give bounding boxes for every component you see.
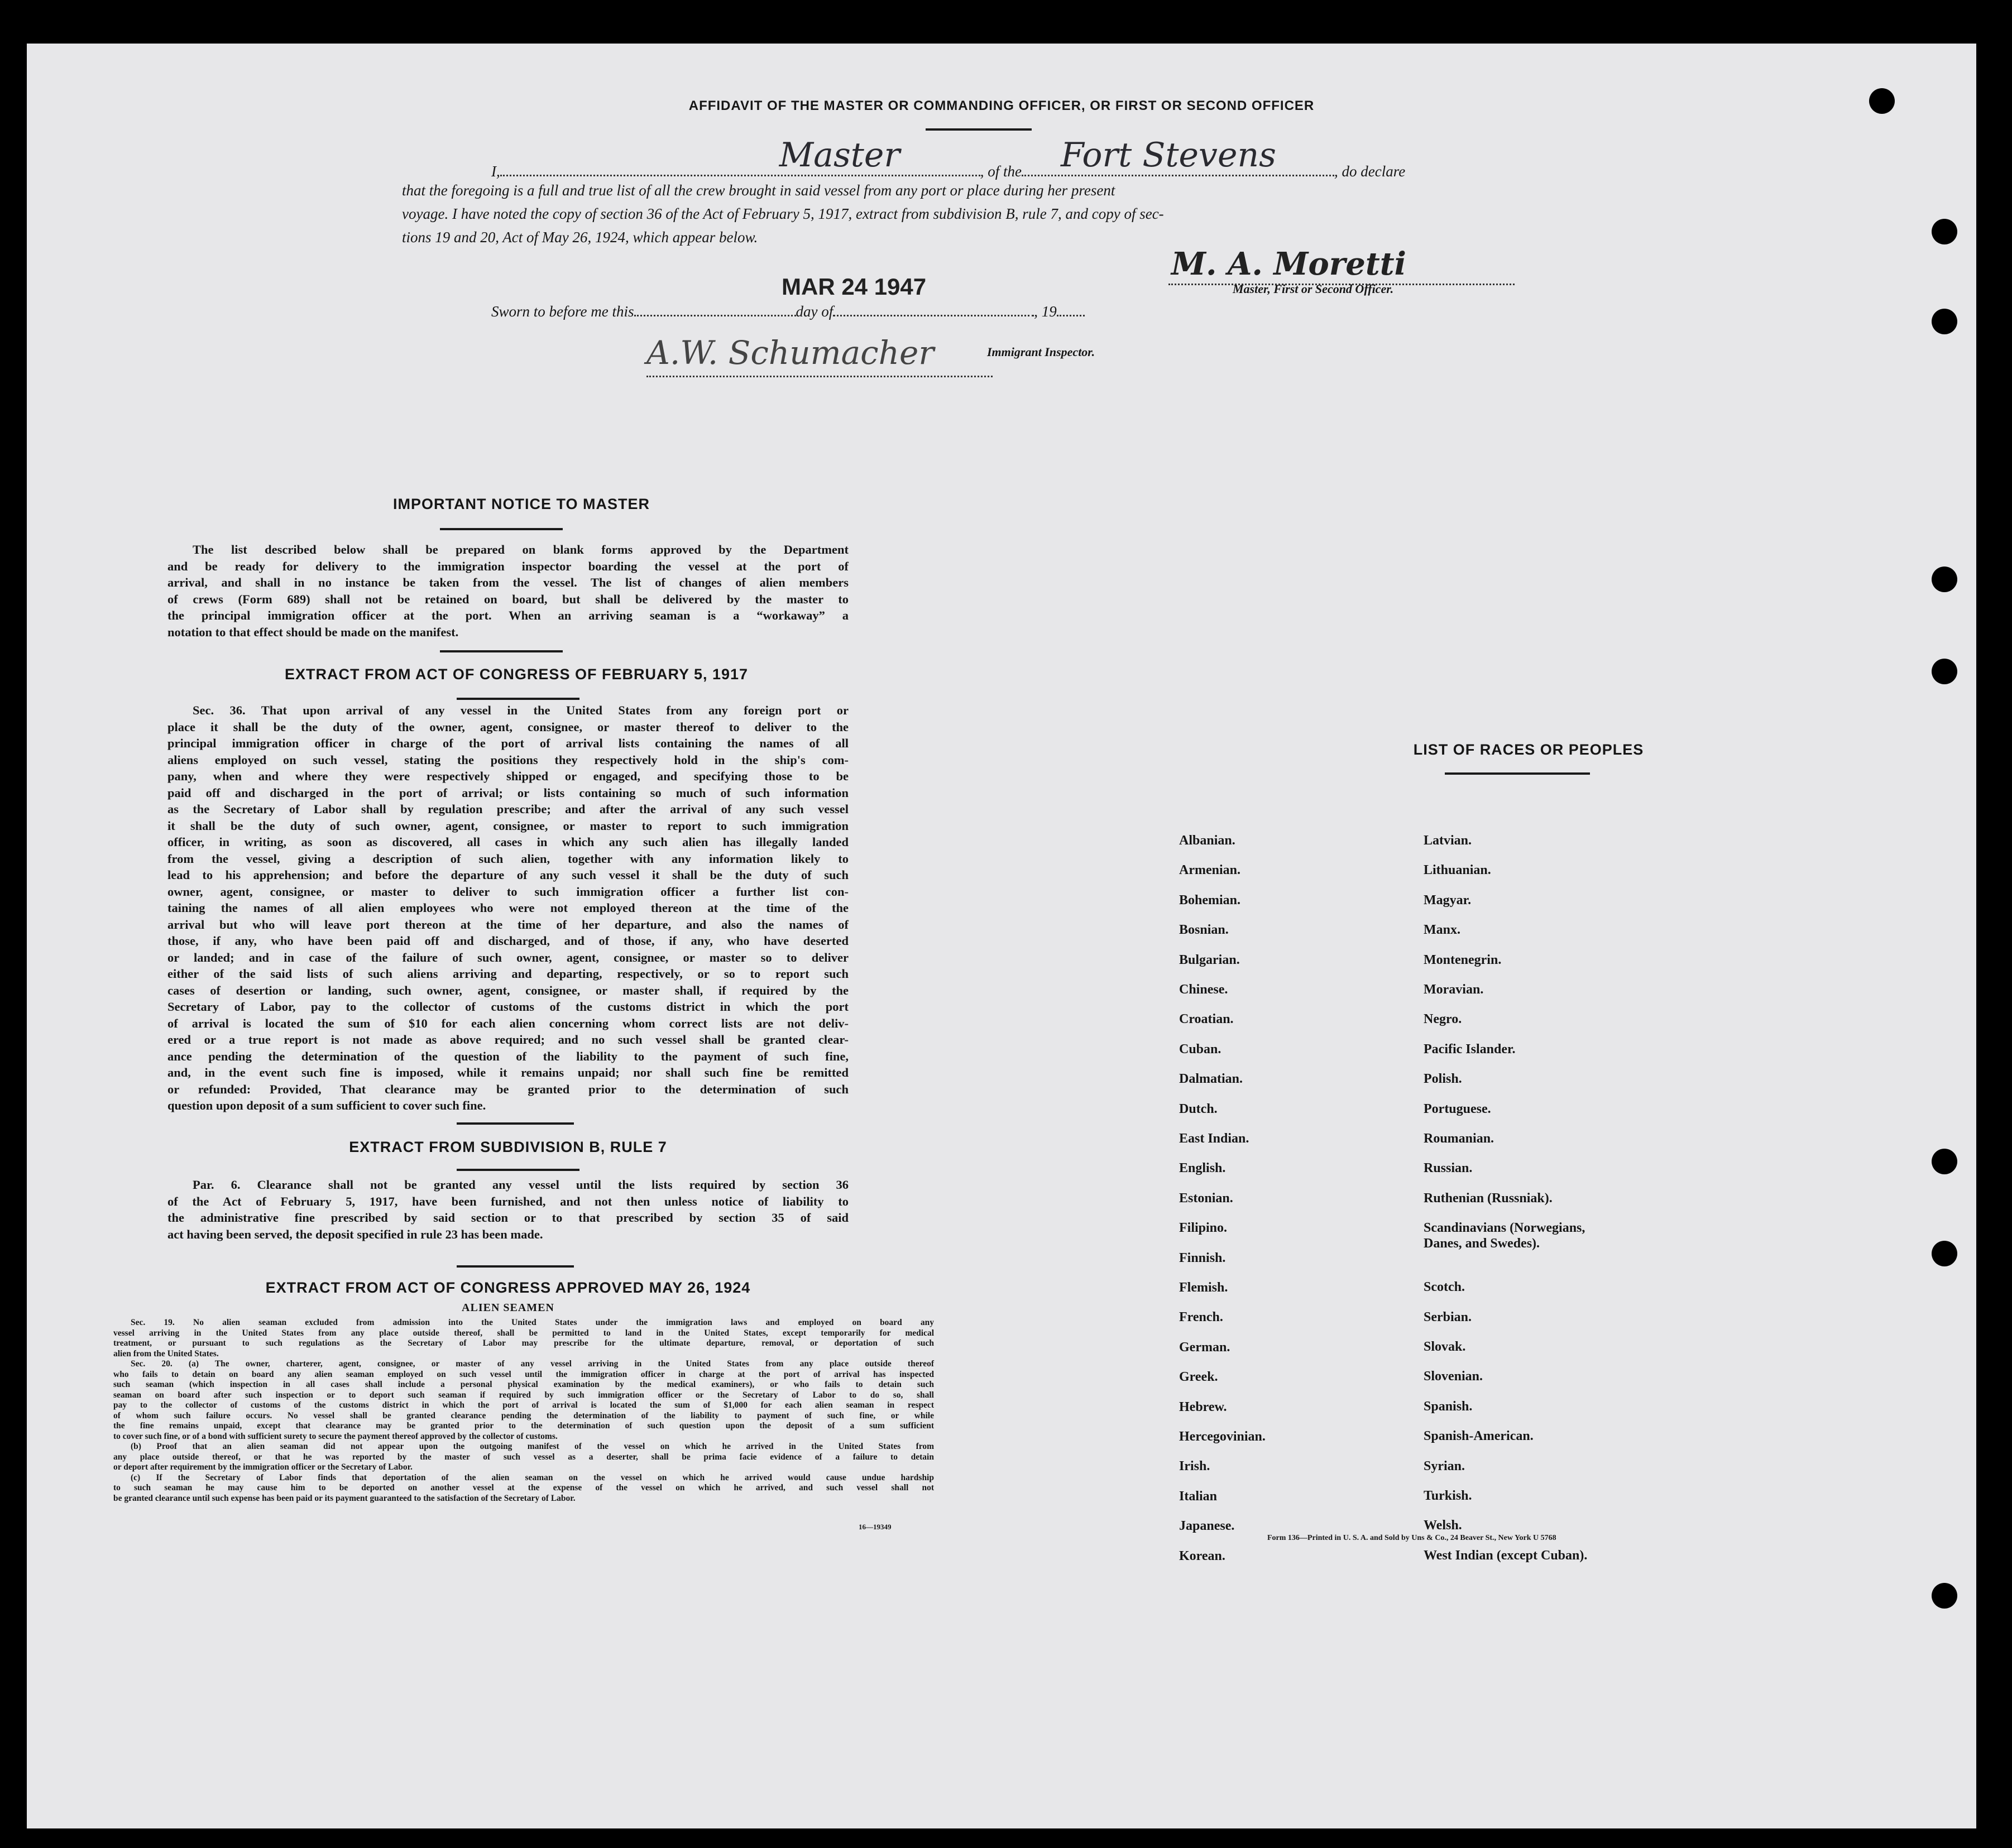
extract-1917-title: EXTRACT FROM ACT OF CONGRESS OF FEBRUARY 5, 1917 (284, 666, 749, 683)
declaration-of-the: , of the (980, 163, 1022, 180)
text-line: arrival but who will leave port thereon at the time of her departure, and also the names of (167, 917, 849, 932)
race-item: Serbian. (1424, 1309, 1472, 1324)
race-item: Portuguese. (1424, 1101, 1491, 1116)
text-line: those, if any, who have been paid off and discharged, and of those, if any, who have deserted (167, 934, 849, 948)
extract-1917-end-rule (457, 1122, 574, 1125)
race-item: Bohemian. (1179, 892, 1241, 908)
text-line: be granted clearance until such expense has been paid or its payment guaranteed to the satisfaction of the Secretary of Labor. (113, 1493, 576, 1503)
notice-title: IMPORTANT NOTICE TO MASTER (393, 496, 650, 512)
race-item: Bulgarian. (1179, 952, 1240, 967)
race-item: Spanish. (1424, 1399, 1473, 1414)
text-line: as the Secretary of Labor shall by regulation prescribe; and after the arrival of any such vessel (167, 802, 849, 816)
punch-hole (1932, 219, 1957, 244)
races-rule (1445, 772, 1590, 775)
race-item: Cuban. (1179, 1041, 1221, 1057)
declaration-line-2: that the foregoing is a full and true list of all the crew brought in said vessel from any port or place during her present (402, 182, 1115, 199)
race-item: Italian (1179, 1489, 1218, 1504)
punch-hole (1932, 1149, 1957, 1174)
race-item: Polish. (1424, 1072, 1462, 1087)
text-line: paid off and discharged in the port of arrival; or lists containing so much of such information (167, 785, 849, 800)
race-item: Bosnian. (1179, 923, 1229, 938)
race-item: Japanese. (1179, 1519, 1235, 1534)
text-line: who fails to detain on board any alien seaman employed on such vessel until the immigration officer in charge at the port of arrival has inspected (113, 1369, 934, 1379)
text-line: of arrival is located the sum of $10 for each alien concerning whom correct lists are not deliv- (167, 1016, 849, 1030)
text-line: it shall be the duty of such owner, agent, consignee, or master to report to such immigration (167, 818, 849, 833)
text-line: ered or a true report is not made as above required; and no such vessel shall be granted clear- (167, 1033, 849, 1047)
race-item: Turkish. (1424, 1489, 1472, 1503)
text-line: ance pending the determination of the question of the liability to the payment of such fine, (167, 1049, 849, 1063)
punch-hole (1932, 309, 1957, 334)
text-line: The list described below shall be prepared on blank forms approved by the Department (193, 543, 849, 556)
master-signature: M. A. Moretti (1171, 246, 1406, 282)
punch-hole (1869, 88, 1895, 114)
rule7-body (167, 1177, 849, 1242)
text-line: pay to the collector of customs of the customs district in which the port of arrival is located the sum of $1,000 for each alien seaman in respect (113, 1400, 934, 1410)
text-line: and, in the event such fine is imposed, while it remains unpaid; nor shall such fine be remitted (167, 1065, 849, 1079)
rule7-end-rule (457, 1265, 574, 1268)
race-item: Negro. (1424, 1012, 1462, 1027)
race-item: Scandinavians (Norwegians, (1424, 1221, 1585, 1236)
race-item: West Indian (except Cuban). (1424, 1548, 1588, 1563)
notice-rule (440, 528, 563, 530)
text-line: of the Act of February 5, 1917, have been furnished, and not then unless notice of liability to (167, 1194, 849, 1208)
master-caption: Master, First or Second Officer. (1233, 282, 1394, 296)
race-item: Irish. (1179, 1459, 1210, 1474)
text-line: such seaman (which inspection in all cases shall include a personal physical examination by the medical examiners), or who fails to detain such (113, 1380, 934, 1389)
declaration-line-1 (491, 136, 1552, 180)
punch-hole (1932, 1583, 1957, 1609)
text-line: notation to that effect should be made on the manifest. (167, 625, 459, 639)
punch-hole (1932, 1241, 1957, 1266)
races-title: LIST OF RACES OR PEOPLES (1413, 741, 1644, 758)
extract-1924-subtitle: ALIEN SEAMEN (462, 1302, 554, 1314)
extract-1924-body (113, 1318, 934, 1504)
text-line: to cover such fine, or of a bond with sufficient surety to secure the payment thereof approved by the collector of customs. (113, 1431, 558, 1441)
race-item: Slovenian. (1424, 1369, 1483, 1384)
race-item: Hercegovinian. (1179, 1429, 1266, 1444)
declaration-line-3: voyage. I have noted the copy of section 36 of the Act of February 5, 1917, extract from subdivision B, rule 7, and copy of sec- (402, 205, 1164, 222)
race-item: Filipino. (1179, 1221, 1228, 1236)
rule7-rule (457, 1169, 579, 1171)
sworn-day-field (634, 301, 796, 316)
race-item: Lithuanian. (1424, 863, 1491, 878)
text-line: of crews (Form 689) shall not be retained on board, but shall be delivered by the master to (167, 592, 849, 606)
vessel-name-field (1022, 136, 1334, 176)
text-line: from the vessel, giving a description of such alien, together with any information likely to (167, 851, 849, 866)
day-of-text: day of (796, 303, 833, 320)
sworn-text: Sworn to before me this (491, 303, 634, 320)
text-line: treatment, or pursuant to such regulations as the Secretary of Labor may prescribe for the ultimate departure, removal, or deportation of such (113, 1338, 934, 1348)
text-line: Sec. 20. (a) The owner, charterer, agent, consignee, or master of any vessel arriving in the United States from any place outside thereof (131, 1359, 934, 1369)
master-name-field (500, 136, 980, 176)
text-line: taining the names of all alien employees who were not employed thereon at the time of the (167, 901, 849, 915)
date-stamp: MAR 24 1947 (782, 273, 927, 300)
text-line: Sec. 36. That upon arrival of any vessel in the United States from any foreign port or (193, 703, 849, 717)
text-line: to such seaman he may cause him to be deported on another vessel at the expense of the vessel on which he arrived, and such vessel shall not (113, 1483, 934, 1492)
race-item: Pacific Islander. (1424, 1041, 1516, 1057)
race-item: Slovak. (1424, 1340, 1466, 1354)
year-prefix-text: , 19 (1034, 303, 1057, 320)
text-line: Sec. 19. No alien seaman excluded from admission into the United States under the immigration laws and employed on board any (131, 1318, 934, 1327)
race-item: Roumanian. (1424, 1131, 1494, 1146)
race-item: Ruthenian (Russniak). (1424, 1191, 1553, 1206)
sworn-line (491, 301, 1085, 320)
text-line: or deport after requirement by the immigration officer or the Secretary of Labor. (113, 1462, 413, 1472)
notice-body (167, 541, 849, 640)
race-item: Montenegrin. (1424, 952, 1502, 967)
text-line: (b) Proof that an alien seaman did not appear upon the outgoing manifest of the vessel on which he arrived in the United States from (131, 1442, 934, 1451)
race-item: Flemish. (1179, 1280, 1228, 1295)
text-line: vessel arriving in the United States from any place outside thereof, shall be permitted to land in the United States, except temporarily for medical (113, 1328, 934, 1338)
race-item: Croatian. (1179, 1012, 1234, 1027)
race-item: German. (1179, 1340, 1230, 1355)
rule7-title: EXTRACT FROM SUBDIVISION B, RULE 7 (349, 1139, 667, 1155)
text-line: alien from the United States. (113, 1348, 219, 1359)
race-item: Albanian. (1179, 833, 1235, 848)
race-item: Hebrew. (1179, 1399, 1227, 1414)
race-item: Finnish. (1179, 1250, 1226, 1265)
text-line: and be ready for delivery to the immigration inspector boarding the vessel at the port of (167, 559, 849, 573)
text-line: any place outside thereof, or that he was reported by the master of such vessel as a deserter, shall be prima facie evidence of a failure to detain (113, 1452, 934, 1462)
race-item: Magyar. (1424, 892, 1472, 908)
race-item: Estonian. (1179, 1191, 1233, 1206)
extract-1917-rule (457, 698, 579, 700)
text-line: of whom such failure occurs. No vessel shall be granted clearance pending the determination of the liability to payment of such fine, or while (113, 1410, 934, 1420)
text-line: Secretary of Labor, pay to the collector of customs of the customs district in which the port (167, 1000, 849, 1014)
vessel-name-handwriting: Fort Stevens (1061, 136, 1276, 175)
master-name-handwriting: Master (779, 136, 900, 175)
race-item: Chinese. (1179, 982, 1228, 997)
race-item: Dalmatian. (1179, 1072, 1243, 1087)
inspector-caption: Immigrant Inspector. (987, 345, 1095, 359)
form-code: 16—19349 (859, 1523, 892, 1531)
race-item: Syrian. (1424, 1458, 1465, 1473)
affidavit-title: AFFIDAVIT OF THE MASTER OR COMMANDING OFFICER, OR FIRST OR SECOND OFFICER (688, 98, 1315, 113)
text-line: or landed; and in case of the failure of such owner, agent, consignee, or master so to deliver (167, 950, 849, 964)
race-item: Korean. (1179, 1548, 1225, 1563)
race-item: Russian. (1424, 1161, 1473, 1176)
race-item: Spanish-American. (1424, 1429, 1534, 1444)
declaration-i: I, (491, 163, 500, 180)
race-item: Scotch. (1424, 1280, 1465, 1295)
text-line: (c) If the Secretary of Labor finds that deportation of the alien seaman on the vessel on which he arrived would cause undue hardship (131, 1472, 934, 1482)
text-line: seaman on board after such inspection or to deport such seaman if required by such immigration officer or the Secretary of Labor to do so, shall (113, 1390, 934, 1400)
declaration-line-4: tions 19 and 20, Act of May 26, 1924, which appear below. (402, 229, 758, 246)
race-item: East Indian. (1179, 1131, 1249, 1146)
text-line: pany, when and where they were respectively shipped or engaged, and specifying those to be (167, 769, 849, 783)
race-item: Danes, and Swedes). (1424, 1236, 1540, 1251)
text-line: officer, in writing, as soon as discovered, all cases in which any such alien has illegally landed (167, 835, 849, 849)
punch-hole (1932, 567, 1957, 592)
race-item: Manx. (1424, 923, 1460, 938)
text-line: cases of desertion or landing, such owner, agent, consignee, or master shall, if required by the (167, 983, 849, 997)
text-line: arrival, and shall in no instance be taken from the vessel. The list of changes of alien members (167, 575, 849, 589)
race-item: Dutch. (1179, 1101, 1218, 1116)
text-line: or refunded: Provided, That clearance may be granted prior to the determination of such (167, 1082, 849, 1096)
form-footer: Form 136—Printed in U. S. A. and Sold by Uns & Co., 24 Beaver St., New York U 5768 (1267, 1534, 1556, 1542)
race-item: English. (1179, 1161, 1226, 1176)
text-line: act having been served, the deposit specified in rule 23 has been made. (167, 1227, 543, 1241)
declaration-do-declare: , do declare (1334, 163, 1406, 180)
text-line: principal immigration officer in charge of the port of arrival lists containing the names of all (167, 736, 849, 750)
text-line: question upon deposit of a sum sufficient to cover such fine. (167, 1098, 486, 1112)
race-item: Moravian. (1424, 982, 1484, 997)
text-line: the principal immigration officer at the port. When an arriving seaman is a “workaway” a (167, 608, 849, 622)
sworn-year-field (1057, 301, 1085, 316)
extract-1924-title: EXTRACT FROM ACT OF CONGRESS APPROVED MAY 26, 1924 (265, 1279, 751, 1296)
sworn-month-field (833, 301, 1034, 316)
race-item: Armenian. (1179, 863, 1240, 878)
text-line: the fine remains unpaid, except that clearance may be granted prior to the determination of such question upon the deposit of a sum sufficient (113, 1421, 934, 1431)
race-item: Latvian. (1424, 833, 1472, 848)
text-line: place it shall be the duty of the owner, agent, consignee, or master thereof to deliver to the (167, 719, 849, 734)
text-line: lead to his apprehension; and before the departure of any such vessel it shall be the duty of such (167, 868, 849, 882)
text-line: aliens employed on such vessel, stating the positions they respectively hold in the ship's com- (167, 752, 849, 767)
race-item: Greek. (1179, 1370, 1218, 1385)
notice-end-rule (440, 650, 563, 652)
title-rule (926, 128, 1032, 131)
punch-hole (1932, 659, 1957, 684)
text-line: Par. 6. Clearance shall not be granted any vessel until the lists required by section 36 (193, 1178, 849, 1192)
race-item: Welsh. (1424, 1518, 1462, 1533)
text-line: either of the said lists of such aliens arriving and departing, respectively, or so to report such (167, 967, 849, 981)
extract-1917-body (167, 702, 849, 1114)
text-line: owner, agent, consignee, or master to deliver to such immigration officer a further list con- (167, 884, 849, 899)
race-item: French. (1179, 1310, 1223, 1325)
document-page (27, 44, 1976, 1828)
text-line: the administrative fine prescribed by said section or to that prescribed by section 35 of said (167, 1211, 849, 1225)
inspector-signature: A.W. Schumacher (646, 334, 935, 372)
